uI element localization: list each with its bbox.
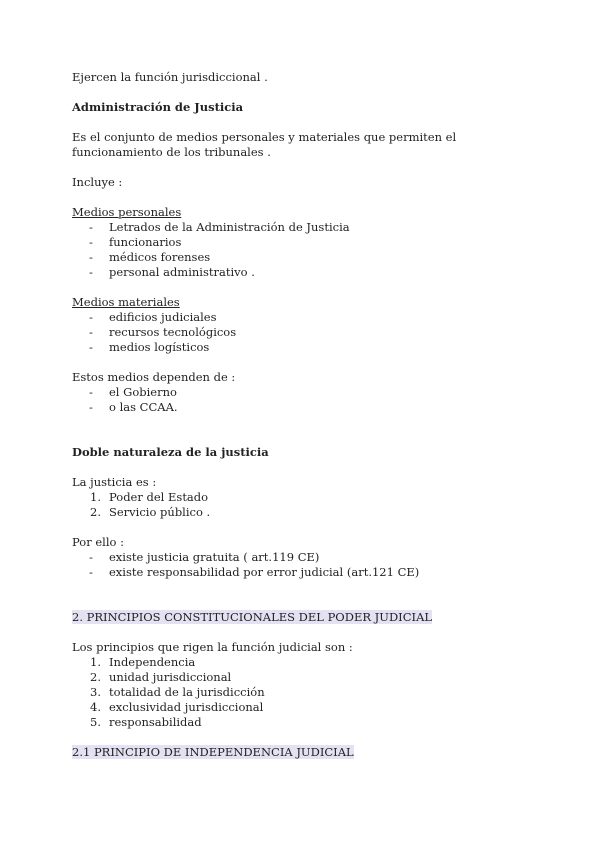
number-marker: 1. xyxy=(90,655,101,669)
justicia-list xyxy=(72,490,532,520)
list-item-text: existe responsabilidad por error judicial (art.121 CE) xyxy=(109,565,420,579)
number-marker: 2. xyxy=(90,670,101,684)
number-marker: 5. xyxy=(90,715,101,729)
justicia-es-label: La justicia es : xyxy=(72,475,157,489)
section-2-heading-text: 2. PRINCIPIOS CONSTITUCIONALES DEL PODER JUDICIAL xyxy=(72,610,433,624)
list-item xyxy=(72,400,532,415)
list-item-text: Servicio público . xyxy=(109,505,211,519)
list-item xyxy=(72,550,532,565)
dash-marker: - xyxy=(89,565,93,579)
list-item-text: responsabilidad xyxy=(109,715,202,729)
number-marker: 1. xyxy=(90,490,101,504)
intro-line: Ejercen la función jurisdiccional . xyxy=(72,70,268,84)
list-item-text: Poder del Estado xyxy=(109,490,209,504)
list-item-text: Independencia xyxy=(109,655,196,669)
list-item xyxy=(72,340,532,355)
list-item xyxy=(72,565,532,580)
document-content xyxy=(72,70,532,760)
number-marker: 2. xyxy=(90,505,101,519)
number-marker: 4. xyxy=(90,700,101,714)
personales-title: Medios personales xyxy=(72,205,182,219)
dash-marker: - xyxy=(89,400,93,414)
dash-marker: - xyxy=(89,340,93,354)
list-item xyxy=(72,325,532,340)
list-item-text: el Gobierno xyxy=(109,385,177,399)
dash-marker: - xyxy=(89,310,93,324)
dash-marker: - xyxy=(89,325,93,339)
dash-marker: - xyxy=(89,265,93,279)
list-item-text: totalidad de la jurisdicción xyxy=(109,685,265,699)
section-2-heading xyxy=(72,610,532,625)
list-item-text: médicos forenses xyxy=(109,250,211,264)
admin-heading: Administración de Justicia xyxy=(72,100,244,114)
list-item xyxy=(72,505,532,520)
dash-marker: - xyxy=(89,550,93,564)
principios-list xyxy=(72,655,532,730)
list-item xyxy=(72,715,532,730)
list-item-text: personal administrativo . xyxy=(109,265,255,279)
por-ello-label: Por ello : xyxy=(72,535,124,549)
list-item-text: medios logísticos xyxy=(109,340,210,354)
principios-intro: Los principios que rigen la función judicial son : xyxy=(72,640,353,654)
list-item-text: existe justicia gratuita ( art.119 CE) xyxy=(109,550,320,564)
list-item xyxy=(72,220,532,235)
dependen-list xyxy=(72,385,532,415)
list-item xyxy=(72,235,532,250)
list-item xyxy=(72,670,532,685)
dash-marker: - xyxy=(89,235,93,249)
list-item-text: Letrados de la Administración de Justicia xyxy=(109,220,350,234)
admin-definition-line-1: Es el conjunto de medios personales y materiales que permiten el xyxy=(72,130,457,144)
list-item xyxy=(72,385,532,400)
list-item xyxy=(72,700,532,715)
list-item-text: unidad jurisdiccional xyxy=(109,670,232,684)
incluye-label: Incluye : xyxy=(72,175,123,189)
por-ello-list xyxy=(72,550,532,580)
list-item-text: edificios judiciales xyxy=(109,310,217,324)
list-item xyxy=(72,655,532,670)
section-2-1-heading xyxy=(72,745,532,760)
list-item-text: recursos tecnológicos xyxy=(109,325,237,339)
admin-definition-line-2: funcionamiento de los tribunales . xyxy=(72,145,271,159)
number-marker: 3. xyxy=(90,685,101,699)
list-item xyxy=(72,310,532,325)
list-item xyxy=(72,250,532,265)
dash-marker: - xyxy=(89,220,93,234)
list-item-text: exclusividad jurisdiccional xyxy=(109,700,264,714)
list-item-text: o las CCAA. xyxy=(109,400,178,414)
list-item xyxy=(72,685,532,700)
list-item xyxy=(72,490,532,505)
personales-list xyxy=(72,220,532,280)
dependen-label: Estos medios dependen de : xyxy=(72,370,236,384)
dash-marker: - xyxy=(89,385,93,399)
doble-naturaleza-heading: Doble naturaleza de la justicia xyxy=(72,445,269,459)
section-2-1-heading-text: 2.1 PRINCIPIO DE INDEPENDENCIA JUDICIAL xyxy=(72,745,354,759)
list-item-text: funcionarios xyxy=(109,235,182,249)
materiales-list xyxy=(72,310,532,355)
dash-marker: - xyxy=(89,250,93,264)
materiales-title: Medios materiales xyxy=(72,295,180,309)
list-item xyxy=(72,265,532,280)
